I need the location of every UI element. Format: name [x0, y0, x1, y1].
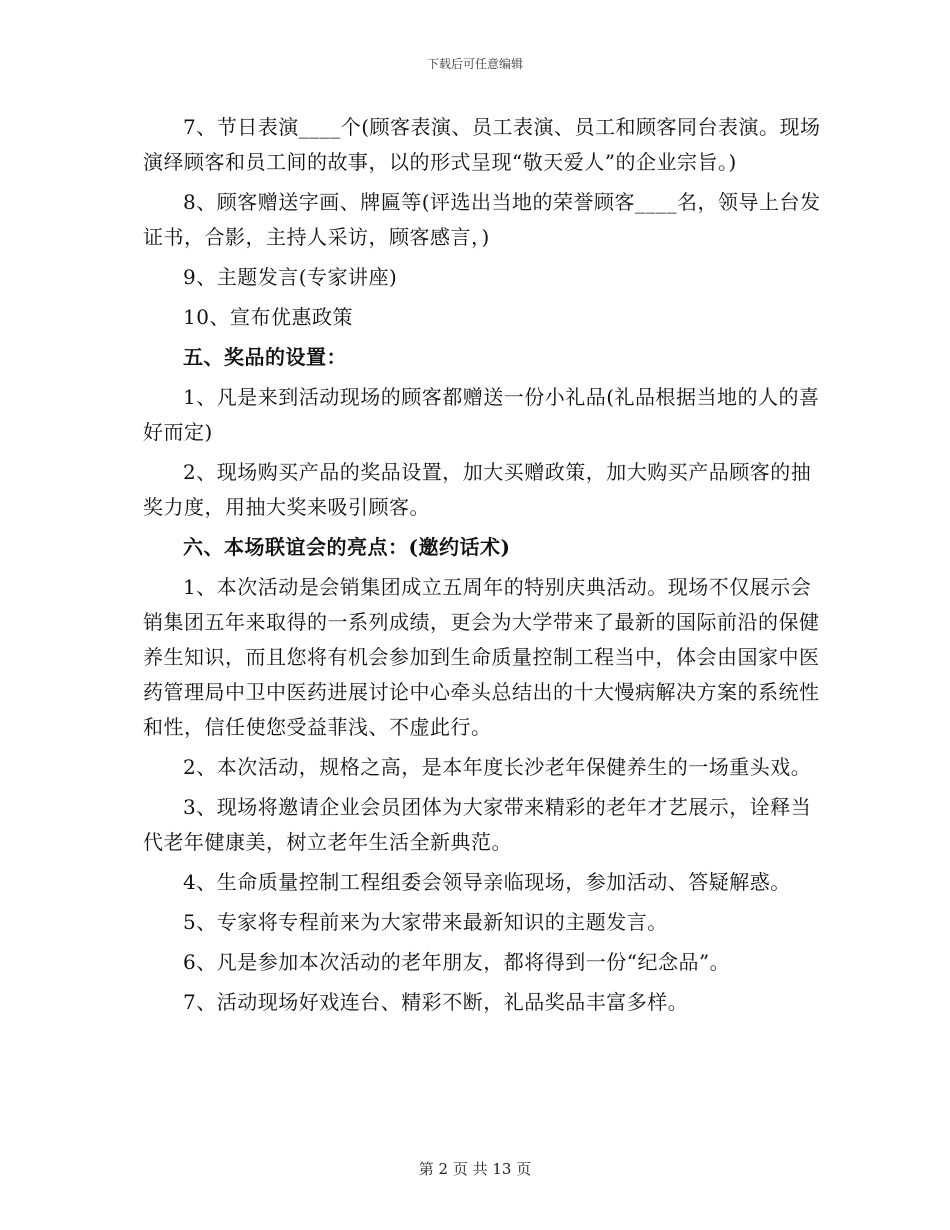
paragraph-prize-1: 1、凡是来到活动现场的顾客都赠送一份小礼品(礼品根据当地的人的喜好而定) — [143, 385, 820, 444]
paragraph-highlight-1: 1、本次活动是会销集团成立五周年的特别庆典活动。现场不仅展示会销集团五年来取得的一系列成绩，更会为大学带来了最新的国际前沿的保健养生知识，而且您将有机会参加到生命质量控制工程当中，体会由国家中医药管理局中卫中医药进展讨论中心牵头总结出的十大慢病解决方案的系统性和性，信任使您受益菲浅、不虚此行。 — [143, 575, 820, 739]
paragraph-highlight-2: 2、本次活动，规格之高，是本年度长沙老年保健养生的一场重头戏。 — [183, 755, 812, 779]
paragraph-highlight-6: 6、凡是参加本次活动的老年朋友，都将得到一份“纪念品”。 — [183, 950, 731, 974]
paragraph-prize-2: 2、现场购买产品的奖品设置，加大买赠政策，加大购买产品顾客的抽奖力度，用抽大奖来吸引顾客。 — [143, 460, 812, 519]
section-heading-highlights: 六、本场联谊会的亮点：(邀约话术) — [183, 535, 511, 559]
paragraph-item-8-gifts: 8、顾客赠送字画、牌匾等(评选出当地的荣誉顾客____名，领导上台发证书，合影，主持人采访，顾客感言，) — [143, 190, 821, 249]
paragraph-item-10-policy: 10、宣布优惠政策 — [183, 305, 353, 329]
page-header-note: 下载后可任意编辑 — [426, 57, 523, 71]
paragraph-highlight-7: 7、活动现场好戏连台、精彩不断，礼品奖品丰富多样。 — [183, 990, 689, 1014]
paragraph-highlight-5: 5、专家将专程前来为大家带来最新知识的主题发言。 — [183, 910, 668, 934]
document-body — [143, 110, 823, 1025]
paragraph-highlight-4: 4、生命质量控制工程组委会领导亲临现场，参加活动、答疑解惑。 — [183, 870, 791, 894]
section-heading-prizes: 五、奖品的设置： — [183, 345, 347, 369]
paragraph-highlight-3: 3、现场将邀请企业会员团体为大家带来精彩的老年才艺展示，诠释当代老年健康美，树立老年生活全新典范。 — [143, 795, 812, 854]
paragraph-item-9-speech: 9、主题发言(专家讲座) — [183, 265, 398, 289]
paragraph-item-7-performance: 7、节日表演____个(顾客表演、员工表演、员工和顾客同台表演。现场演绎顾客和员工间的故事，以的形式呈现“敬天爱人”的企业宗旨。) — [143, 115, 821, 174]
page-number: 第 2 页 共 13 页 — [418, 1160, 532, 1178]
